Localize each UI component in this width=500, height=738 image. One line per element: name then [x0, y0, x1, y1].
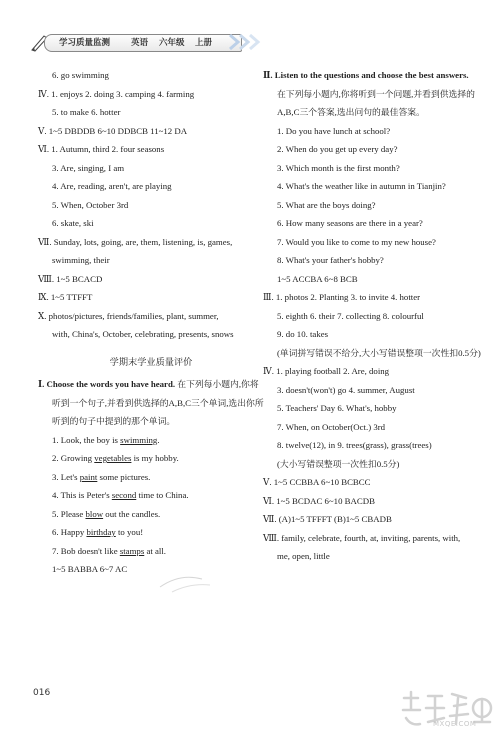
- section-title: 学期末学业质量评价: [109, 356, 193, 367]
- instruction-english: Ⅰ. Choose the words you have heard.: [38, 379, 176, 389]
- answer-line: 1~5 ACCBA 6~8 BCB: [277, 273, 358, 284]
- section-instruction-english: Ⅱ. Listen to the questions and choose the best answers.: [263, 70, 469, 80]
- answer-line: 1~5 BABBA 6~7 AC: [52, 564, 128, 574]
- heard-word: paint: [79, 471, 98, 482]
- answer-line: 3. doesn't(won't) go 4. summer, August: [277, 384, 415, 395]
- question-line: 4. What's the weather like in autumn in Tianjin?: [277, 181, 446, 191]
- book-title: 学习质量监测: [59, 38, 111, 48]
- question-line: 5. What are the boys doing?: [277, 199, 376, 210]
- heard-word: blow: [85, 508, 104, 519]
- answer-line: 7. When, on October(Oct.) 3rd: [277, 421, 386, 432]
- watermark-url: MXQE.COM: [433, 720, 477, 728]
- section-instruction: [38, 375, 264, 431]
- instruction-chinese: 在下列每小题内,你将听到一个句子,并看到供选择的A,B,C三个单词,选出你所听到的句子中提到的那个单词。: [52, 379, 264, 426]
- chevron-right-icon: [228, 32, 268, 52]
- page-header: [30, 30, 280, 54]
- term-label: 上册: [195, 38, 213, 48]
- heard-word: stamps: [119, 545, 145, 556]
- answer-line: 9. do 10. takes: [277, 329, 329, 339]
- grade-label: 六年级: [159, 38, 185, 48]
- listening-sentence: 6. Happy birthday to you!: [52, 527, 144, 537]
- answer-line: Ⅵ. 1~5 BCDAC 6~10 BACDB: [263, 495, 375, 506]
- answer-line: 5. eighth 6. their 7. collecting 8. colourful: [277, 310, 424, 321]
- question-line: 1. Do you have lunch at school?: [277, 125, 391, 136]
- listening-sentence: 7. Bob doesn't like stamps at all.: [52, 545, 166, 556]
- answer-line: 8. twelve(12), in 9. trees(grass), grass(trees): [277, 440, 432, 450]
- answer-line: Ⅶ. (A)1~5 TFFFT (B)1~5 CBADB: [263, 514, 392, 524]
- answer-line: 5. Teachers' Day 6. What's, hobby: [277, 403, 397, 413]
- answer-line: 5. When, October 3rd: [52, 199, 129, 210]
- heard-word: swimming: [120, 434, 158, 445]
- question-line: 2. When do you get up every day?: [277, 144, 398, 154]
- answer-line: 4. Are, reading, aren't, are playing: [52, 181, 172, 191]
- answer-line: me, open, little: [277, 551, 330, 561]
- grading-note: (大小写错误整项一次性扣0.5分): [277, 458, 400, 469]
- grading-note: (单词拼写错误不给分,大小写错误整项一次性扣0.5分): [277, 347, 481, 358]
- heard-word: vegetables: [94, 453, 132, 463]
- answer-line: Ⅳ. 1. enjoys 2. doing 3. camping 4. farming: [38, 88, 195, 99]
- listening-sentence: 3. Let's paint some pictures.: [52, 471, 151, 482]
- answer-line: Ⅵ. 1. Autumn, third 2. four seasons: [38, 144, 165, 154]
- listening-sentence: 5. Please blow out the candles.: [52, 508, 161, 519]
- question-line: 6. How many seasons are there in a year?: [277, 218, 423, 228]
- heard-word: second: [111, 490, 137, 500]
- answer-line: 6. skate, ski: [52, 218, 94, 228]
- question-line: 8. What's your father's hobby?: [277, 255, 384, 265]
- pencil-scribble: [150, 565, 230, 595]
- answer-line: Ⅶ. Sunday, lots, going, are, them, listening, is, games,: [38, 236, 233, 247]
- answer-line: Ⅳ. 1. playing football 2. Are, doing: [263, 366, 390, 376]
- listening-sentence: 4. This is Peter's second time to China.: [52, 490, 189, 500]
- section-instruction-chinese: 在下列每小题内,你将听到一个问题,并看到供选择的A,B,C三个答案,选出问句的最佳答案。: [277, 88, 475, 117]
- listening-sentence: 1. Look, the boy is swimming.: [52, 434, 160, 445]
- question-line: 7. Would you like to come to my new house?: [277, 236, 436, 247]
- answer-line: Ⅴ. 1~5 CCBBA 6~10 BCBCC: [263, 477, 371, 487]
- answer-line: Ⅷ. 1~5 BCACD: [38, 273, 103, 284]
- header-banner: [44, 34, 242, 52]
- question-line: 3. Which month is the first month?: [277, 162, 400, 173]
- answer-line: swimming, their: [52, 255, 110, 265]
- answer-line: Ⅷ. family, celebrate, fourth, at, inviting, parents, with,: [263, 532, 461, 543]
- answer-column-right: [263, 66, 485, 566]
- listening-sentence: 2. Growing vegetables is my hobby.: [52, 453, 179, 463]
- heard-word: birthday: [86, 527, 116, 537]
- answer-line: Ⅲ. 1. photos 2. Planting 3. to invite 4. hotter: [263, 292, 421, 302]
- answer-line: 5. to make 6. hotter: [52, 107, 121, 117]
- answer-line: with, China's, October, celebrating, presents, snows: [52, 329, 234, 339]
- answer-column-left: [38, 66, 264, 579]
- subject-label: 英语: [131, 38, 149, 48]
- answer-line: Ⅹ. photos/pictures, friends/families, plant, summer,: [38, 310, 219, 321]
- answer-line: 6. go swimming: [52, 70, 109, 80]
- answer-line: Ⅸ. 1~5 TTFFT: [38, 292, 93, 302]
- page-number: 016: [33, 688, 51, 698]
- answer-line: 3. Are, singing, I am: [52, 162, 125, 173]
- answer-line: Ⅴ. 1~5 DBDDB 6~10 DDBCB 11~12 DA: [38, 125, 188, 136]
